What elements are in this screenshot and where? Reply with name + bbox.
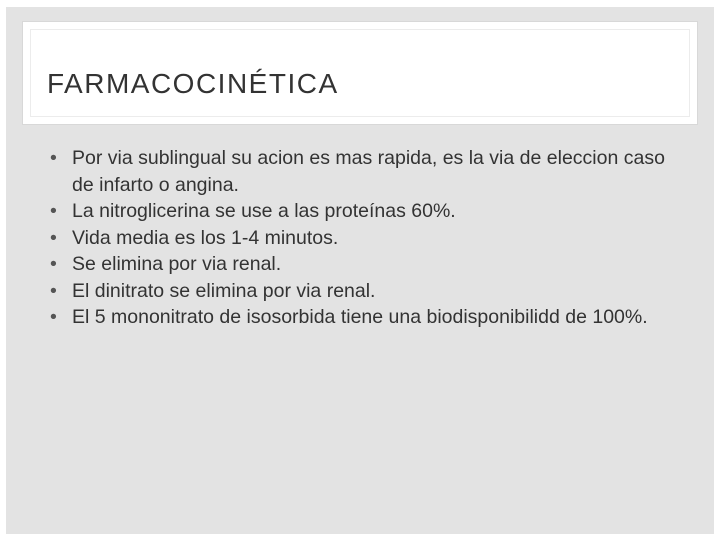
bullet-text: El dinitrato se elimina por via renal. <box>72 279 376 302</box>
bullet-item <box>46 251 686 278</box>
title-box <box>22 21 698 125</box>
bullet-dot-icon: • <box>50 279 57 302</box>
bullet-text: La nitroglicerina se use a las proteínas 60%. <box>72 200 456 222</box>
bullet-dot-icon: • <box>50 200 57 222</box>
bullet-text: Por via sublingual su acion es mas rapida, es la via de eleccion caso de infarto o angina. <box>72 147 665 196</box>
bullet-text: Vida media es los 1-4 minutos. <box>72 226 339 249</box>
bullet-list <box>46 145 686 331</box>
bullet-item <box>46 225 686 252</box>
bullet-dot-icon: • <box>50 226 57 249</box>
bullet-item <box>46 304 686 331</box>
bullet-dot-icon: • <box>50 147 57 169</box>
slide <box>6 7 714 534</box>
bullet-text: El 5 mononitrato de isosorbida tiene una biodisponibilidd de 100%. <box>72 306 648 328</box>
bullet-dot-icon: • <box>50 306 57 328</box>
slide-title: FARMACOCINÉTICA <box>47 68 339 99</box>
bullet-item <box>46 278 686 305</box>
bullet-item <box>46 145 686 198</box>
bullet-dot-icon: • <box>50 253 57 275</box>
bullet-item <box>46 198 686 225</box>
bullet-text: Se elimina por via renal. <box>72 253 282 275</box>
